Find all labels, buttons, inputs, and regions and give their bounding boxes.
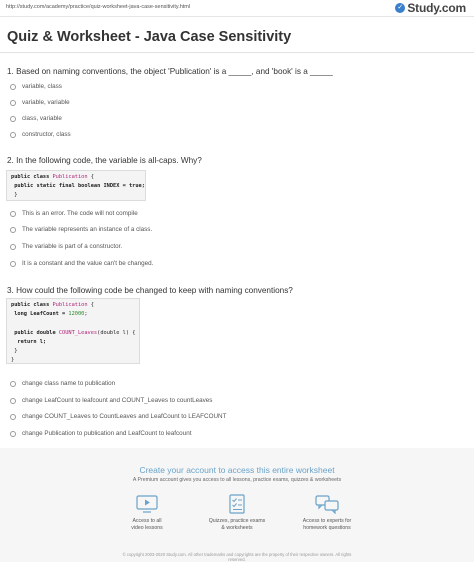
q1-option-2[interactable]: variable, variable bbox=[10, 99, 70, 106]
q3-option-2[interactable]: change LeafCount to leafcount and COUNT_Leaves to countLeaves bbox=[10, 397, 212, 404]
feature-video-lessons: Access to all video lessons bbox=[102, 494, 192, 531]
page-url: http://study.com/academy/practice/quiz-worksheet-java-case-sensitivity.html bbox=[6, 4, 191, 10]
question-3: 3. How could the following code be changed to keep with naming conventions? bbox=[7, 286, 293, 295]
promo-subtitle: A Premium account gives you access to all lessons, practice exams, quizzes & worksheets bbox=[132, 477, 342, 483]
radio-icon[interactable] bbox=[10, 414, 16, 420]
copyright-footer: © copyright 2003-2020 Study.com. All other trademarks and copyrights are the property of their respective owners. All rights reserved. bbox=[122, 552, 352, 563]
radio-icon[interactable] bbox=[10, 381, 16, 387]
question-1: 1. Based on naming conventions, the object 'Publication' is a _____, and 'book' is a _____ bbox=[7, 67, 333, 76]
q3-option-4[interactable]: change Publication to publication and LeafCount to leafcount bbox=[10, 430, 191, 437]
feature-quizzes: Quizzes, practice exams & worksheets bbox=[192, 494, 282, 531]
title-divider bbox=[0, 52, 474, 53]
chat-icon bbox=[314, 494, 340, 514]
radio-icon[interactable] bbox=[10, 132, 16, 138]
q2-option-1[interactable]: This is an error. The code will not compile bbox=[10, 210, 138, 217]
logo-text: Study.com bbox=[407, 1, 466, 15]
study-logo[interactable] bbox=[395, 1, 466, 15]
video-icon bbox=[134, 494, 160, 514]
page-title: Quiz & Worksheet - Java Case Sensitivity bbox=[7, 29, 292, 45]
promo-title[interactable]: Create your account to access this entire worksheet bbox=[139, 465, 335, 475]
q1-option-3[interactable]: class, variable bbox=[10, 115, 62, 122]
code-block-q2: public class Publication { public static final boolean INDEX = true; } bbox=[6, 170, 146, 201]
q1-option-4[interactable]: constructor, class bbox=[10, 131, 71, 138]
q2-option-2[interactable]: The variable represents an instance of a class. bbox=[10, 226, 152, 233]
radio-icon[interactable] bbox=[10, 211, 16, 217]
q2-option-4[interactable]: It is a constant and the value can't be changed. bbox=[10, 260, 153, 267]
q1-option-1[interactable]: variable, class bbox=[10, 83, 62, 90]
q2-option-3[interactable]: The variable is part of a constructor. bbox=[10, 243, 122, 250]
top-bar bbox=[0, 0, 474, 17]
radio-icon[interactable] bbox=[10, 84, 16, 90]
logo-icon: ✓ bbox=[395, 3, 405, 13]
radio-icon[interactable] bbox=[10, 116, 16, 122]
q3-option-1[interactable]: change class name to publication bbox=[10, 380, 115, 387]
code-block-q3: public class Publication { long LeafCount = 12000; public double COUNT_Leaves(double l) { return l; } } bbox=[6, 298, 140, 364]
radio-icon[interactable] bbox=[10, 398, 16, 404]
radio-icon[interactable] bbox=[10, 100, 16, 106]
radio-icon[interactable] bbox=[10, 261, 16, 267]
radio-icon[interactable] bbox=[10, 244, 16, 250]
checklist-icon bbox=[224, 494, 250, 514]
radio-icon[interactable] bbox=[10, 431, 16, 437]
radio-icon[interactable] bbox=[10, 227, 16, 233]
feature-experts: Access to experts for homework questions bbox=[282, 494, 372, 531]
question-2: 2. In the following code, the variable is all-caps. Why? bbox=[7, 156, 202, 165]
q3-option-3[interactable]: change COUNT_Leaves to CountLeaves and LeafCount to LEAFCOUNT bbox=[10, 413, 226, 420]
